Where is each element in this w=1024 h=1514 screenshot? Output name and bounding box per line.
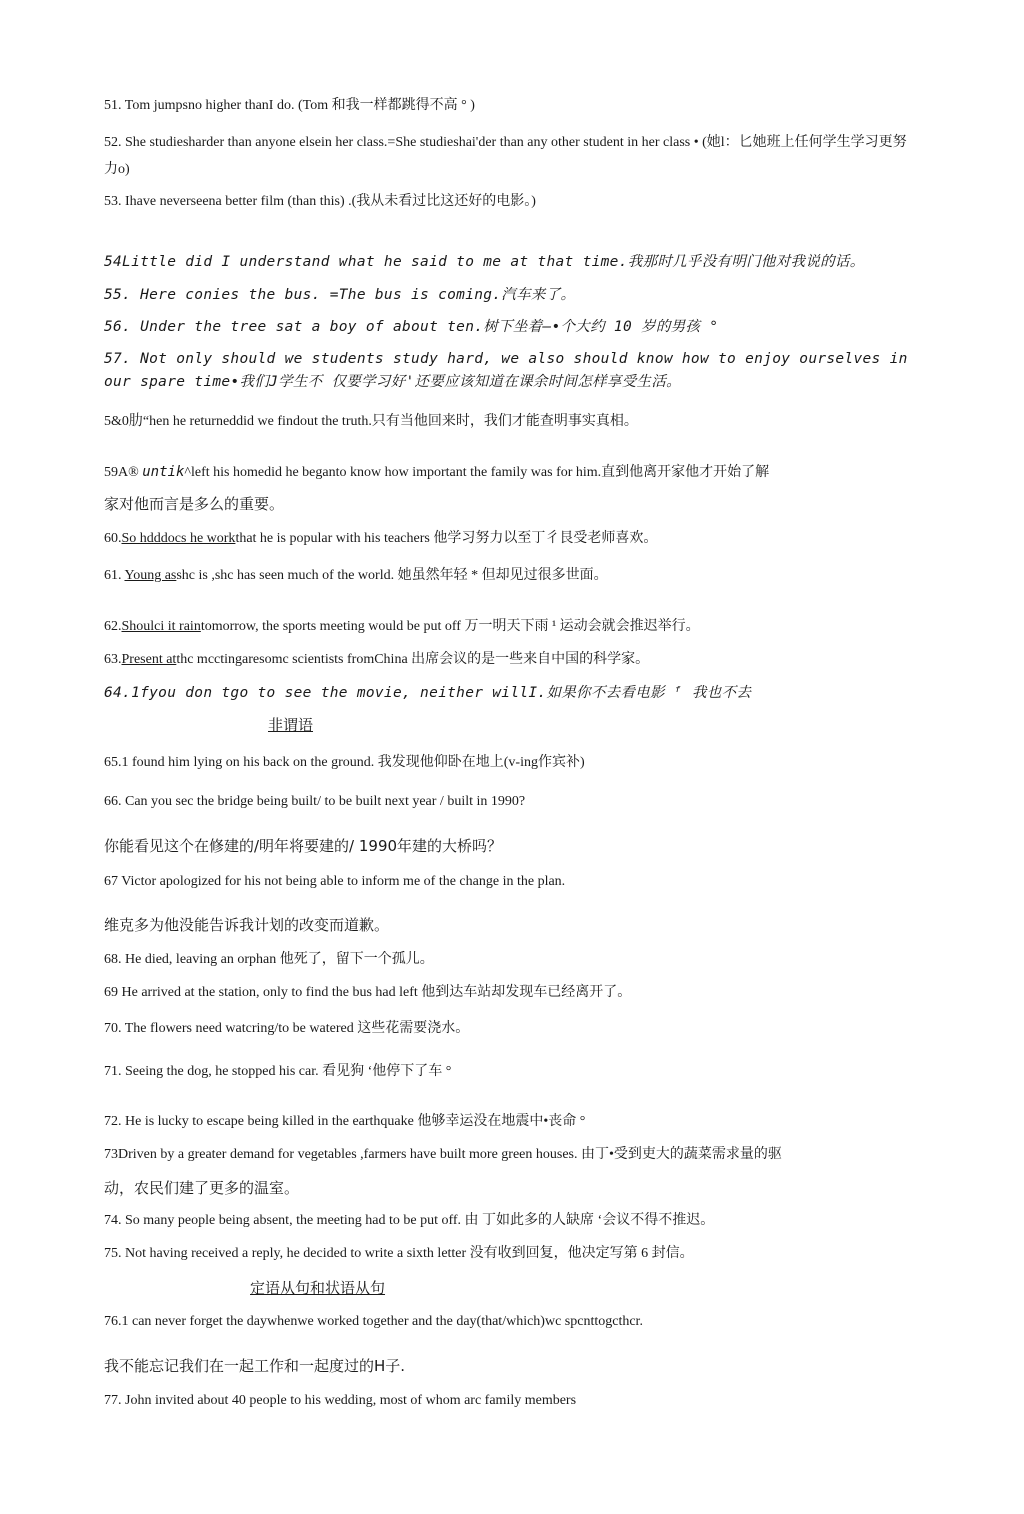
section-heading-clauses: 定语从句和状语从句 <box>250 1279 386 1297</box>
sentence-64: 64.1fyou don tgo to see the movie, neither willI.如果你不去看电影 ᶠ 我也不去 <box>104 685 752 701</box>
sentence-59-rest: ^left his homedid he beganto know how important the family was for him.直到他离开家他才开始了解 <box>184 465 770 480</box>
sentence-72: 72. He is lucky to escape being killed in the earthquake 他够幸运没在地震中•丧命 ° <box>104 1114 586 1129</box>
sentence-76: 76.1 can never forget the daywhenwe worked together and the day(that/which)wc spcnttogcthcr. <box>104 1314 643 1329</box>
sentence-51: 51. Tom jumpsno higher thanI do. (Tom 和我一样都跳得不高 ° ) <box>104 98 475 113</box>
sentence-57: 57. Not only should we students study hard, we also should know how to enjoy ourselves in our spare time•我们J学生不 仅要学习好'还要应该知道在课余时间怎样享受生活。 <box>104 351 908 390</box>
sentence-73: 73Driven by a greater demand for vegetables ,farmers have built more green houses. 由丁•受到吏大的蔬菜需求量的驱 <box>104 1147 782 1162</box>
sentence-77: 77. John invited about 40 people to his wedding, most of whom arc family members <box>104 1393 577 1408</box>
sentence-67-translation: 维克多为他没能告诉我计划的改变而道歉。 <box>104 916 390 934</box>
sentence-61-rest: shc is ,shc has seen much of the world. 她虽然年轻 * 但却见过很多世面。 <box>176 568 608 583</box>
sentence-68: 68. He died, leaving an orphan 他死了，留下一个孤儿。 <box>104 952 434 967</box>
sentence-62-number: 62. <box>104 619 122 634</box>
sentence-58: 5&0肋“hen he returneddid we findout the truth.只有当他回来时，我们才能查明事实真相。 <box>104 414 638 429</box>
sentence-71: 71. Seeing the dog, he stopped his car. 看见狗 ‘他停下了车 ° <box>104 1064 452 1079</box>
sentence-74: 74. So many people being absent, the meeting had to be put off. 由 丁如此多的人缺席 ‘会议不得不推迟。 <box>104 1213 715 1228</box>
sentence-62-underlined: Shoulci it rain <box>121 619 201 634</box>
sentence-59-prefix: 59A® <box>104 465 143 480</box>
sentence-66-translation: 你能看见这个在修建的/明年将要建的/ 1990年建的大桥吗？ <box>104 837 503 855</box>
sentence-63 <box>104 650 914 670</box>
sentence-60-underlined: So hdddocs he work <box>121 531 236 546</box>
sentence-69: 69 He arrived at the station, only to find the bus had left 他到达车站却发现车已经离开了。 <box>104 985 632 1000</box>
sentence-60-rest: that he is popular with his teachers 他学习努力以至丁彳艮受老师喜欢。 <box>235 531 658 546</box>
sentence-52: 52. She studiesharder than anyone elsein her class.=She studieshai'der than any other student in her class • (她l：匕她班上任何学生学习更努力o) <box>104 135 907 177</box>
sentence-73-continuation: 动，农民们建了更多的温室。 <box>104 1179 300 1197</box>
sentence-63-underlined: Present at <box>121 652 177 667</box>
sentence-61-underlined: Young as <box>124 568 177 583</box>
sentence-59 <box>104 462 914 483</box>
sentence-56: 56. Under the tree sat a boy of about ten.树下坐着—•个大约 10 岁的男孩 ° <box>104 319 719 335</box>
sentence-65: 65.1 found him lying on his back on the ground. 我发现他仰卧在地上(v-ing作宾补) <box>104 755 585 770</box>
sentence-59-continuation: 家对他而言是多么的重要。 <box>104 495 285 513</box>
sentence-62-rest: tomorrow, the sports meeting would be put off 万一明天下雨 ¹ 运动会就会推迟举行。 <box>200 619 700 634</box>
section-heading-non-finite-verbs: 非谓语 <box>268 716 314 734</box>
sentence-70: 70. The flowers need watcring/to be watered 这些花需要浇水。 <box>104 1021 470 1036</box>
sentence-66: 66. Can you sec the bridge being built/ to be built next year / built in 1990? <box>104 794 526 809</box>
sentence-60 <box>104 529 914 549</box>
sentence-59-italic: untik <box>142 464 185 480</box>
sentence-75: 75. Not having received a reply, he decided to write a sixth letter 没有收到回复，他决定写第 6 封信。 <box>104 1246 694 1261</box>
sentence-63-number: 63. <box>104 652 122 667</box>
sentence-60-number: 60. <box>104 531 122 546</box>
sentence-61 <box>104 566 914 586</box>
sentence-67: 67 Victor apologized for his not being able to inform me of the change in the plan. <box>104 874 566 889</box>
sentence-61-number: 61. <box>104 568 125 583</box>
sentence-62 <box>104 617 914 637</box>
sentence-55: 55. Here conies the bus. =The bus is coming.汽车来了。 <box>104 287 576 303</box>
sentence-63-rest: thc mcctingaresomc scientists fromChina 出席会议的是一些来自中国的科学家。 <box>176 652 650 667</box>
sentence-54: 54Little did I understand what he said to me at that time.我那时几乎没有明门他对我说的话。 <box>104 254 865 270</box>
sentence-53: 53. Ihave neverseena better film (than this) .(我从未看过比这还好的电影。) <box>104 194 536 209</box>
sentence-76-translation: 我不能忘记我们在一起工作和一起度过的H子. <box>104 1357 406 1375</box>
